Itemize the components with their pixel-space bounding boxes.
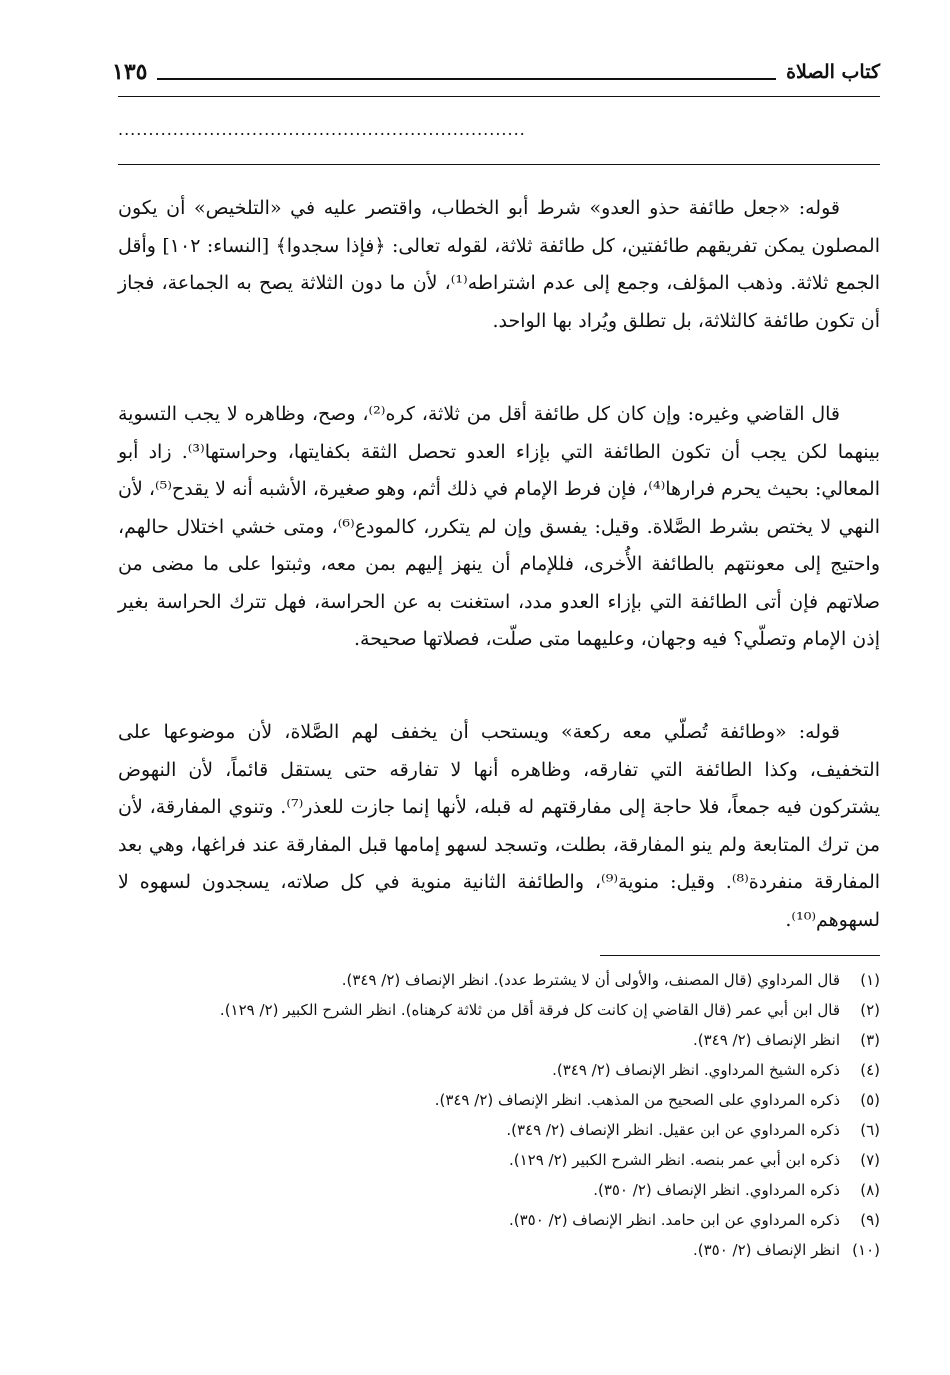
footnote-number: (٣) [860, 1031, 880, 1049]
footnote-number: (١٠) [852, 1241, 880, 1259]
page-header [112, 54, 880, 84]
footnote [118, 1118, 880, 1142]
paragraph: قوله: «وطائفة تُصلّي معه ركعة» ويستحب أن يخفف لهم الصَّلاة، لأن موضوعها على التخفيف، وكذا الطائفة التي تفارقه، وظاهره أنها لا تفارقه حتى يستقل قائماً، لأن النهوض يشتركون فيه جمعاً، فلا حاجة إلى مفارقتهم له قبله، لأنها إنما جازت للعذر⁽⁷⁾. وتنوي المفارقة، لأن من ترك المتابعة ولم ينو المفارقة، بطلت، وتسجد لسهو إمامها قبل المفارقة عند فراغها، وهي بعد المفارقة منفردة⁽⁸⁾. وقيل: منوية⁽⁹⁾، والطائفة الثانية منوية في كل صلاته، يسجدون لسهوه لا لسهوهم⁽¹⁰⁾. [118, 721, 881, 931]
footnote-text: قال ابن أبي عمر (قال القاضي إن كانت كل فرقة أقل من ثلاثة كرهناه). انظر الشرح الكبير (٢/ ١٢٩). [219, 1001, 840, 1019]
footnote [118, 1028, 880, 1052]
footnote-text: ذكره المرداوي عن ابن عقيل. انظر الإنصاف (٢/ ٣٤٩). [506, 1121, 840, 1139]
footnote [118, 998, 880, 1022]
footnote-number: (٤) [860, 1061, 880, 1079]
footnote-number: (٥) [860, 1091, 880, 1109]
footnote [118, 1238, 880, 1262]
header-divider [118, 96, 880, 97]
footnote-number: (١) [860, 971, 880, 989]
header-rule [157, 78, 776, 80]
footnote-text: ذكره ابن أبي عمر بنصه. انظر الشرح الكبير (٢/ ١٢٩). [508, 1151, 840, 1169]
footnote-text: قال المرداوي (قال المصنف، والأولى أن لا يشترط عدد). انظر الإنصاف (٢/ ٣٤٩). [341, 971, 840, 989]
footnote-number: (٢) [860, 1001, 880, 1019]
section-divider [118, 164, 880, 165]
footnotes [118, 968, 880, 1268]
footnote-text: ذكره المرداوي. انظر الإنصاف (٢/ ٣٥٠). [593, 1181, 840, 1199]
footnote [118, 1178, 880, 1202]
footnote-separator [600, 955, 880, 956]
footnote-text: ذكره الشيخ المرداوي. انظر الإنصاف (٢/ ٣٤٩). [552, 1061, 840, 1079]
chapter-title: كتاب الصلاة [786, 61, 880, 83]
footnote-number: (٧) [860, 1151, 880, 1169]
footnote-number: (٩) [860, 1211, 880, 1229]
paragraph: قوله: «جعل طائفة حذو العدو» شرط أبو الخطاب، واقتصر عليه في «التلخيص» أن يكون المصلون يمكن تفريقهم طائفتين، كل طائفة ثلاثة، لقوله تعالى: ﴿فإذا سجدوا﴾ [النساء: ١٠٢] وأقل الجمع ثلاثة. وذهب المؤلف، وجمع إلى عدم اشتراطه⁽¹⁾، لأن ما دون الثلاثة يصح به الجماعة، فجاز أن تكون طائفة كالثلاثة، بل تطلق ويُراد بها الواحد. [118, 197, 880, 332]
footnote [118, 1088, 880, 1112]
footnote [118, 1148, 880, 1172]
footnote [118, 1208, 880, 1232]
footnote-text: انظر الإنصاف (٢/ ٣٥٠). [692, 1241, 840, 1259]
footnote [118, 1058, 880, 1082]
footnote-number: (٦) [860, 1121, 880, 1139]
page-number: ١٣٥ [112, 59, 148, 85]
footnote [118, 968, 880, 992]
footnote-text: ذكره المرداوي عن ابن حامد. انظر الإنصاف (٢/ ٣٥٠). [509, 1211, 840, 1229]
footnote-text: ذكره المرداوي على الصحيح من المذهب. انظر الإنصاف (٢/ ٣٤٩). [434, 1091, 840, 1109]
footnote-number: (٨) [860, 1181, 880, 1199]
ellipsis-line: ................................................................... [118, 120, 526, 139]
main-text [118, 190, 880, 956]
paragraph: قال القاضي وغيره: وإن كان كل طائفة أقل من ثلاثة، كره⁽²⁾، وصح، وظاهره لا يجب التسوية بينهما لكن يجب أن تكون الطائفة التي بإزاء العدو تحصل الثقة بكفايتها، وحراستها⁽³⁾. زاد أبو المعالي: بحيث يحرم فرارها⁽⁴⁾، فإن فرط الإمام في ذلك أثم، وهو صغيرة، الأشبه أنه لا يقدح⁽⁵⁾، لأن النهي لا يختص بشرط الصَّلاة. وقيل: يفسق وإن لم يتكرر، كالمودع⁽⁶⁾، ومتى خشي اختلال حالهم، واحتيج إلى معونتهم بالطائفة الأُخرى، فللإمام أن ينهز إليهم بمن معه، وثبتوا على ما مضى من صلاتهم فإن أتى الطائفة التي بإزاء العدو مدد، استغنت به عن الحراسة، فهل تترك الحراسة بغير إذن الإمام وتصلّي؟ فيه وجهان، وعليهما متى صلّت، فصلاتها صحيحة. [118, 403, 880, 650]
footnote-text: انظر الإنصاف (٢/ ٣٤٩). [692, 1031, 840, 1049]
